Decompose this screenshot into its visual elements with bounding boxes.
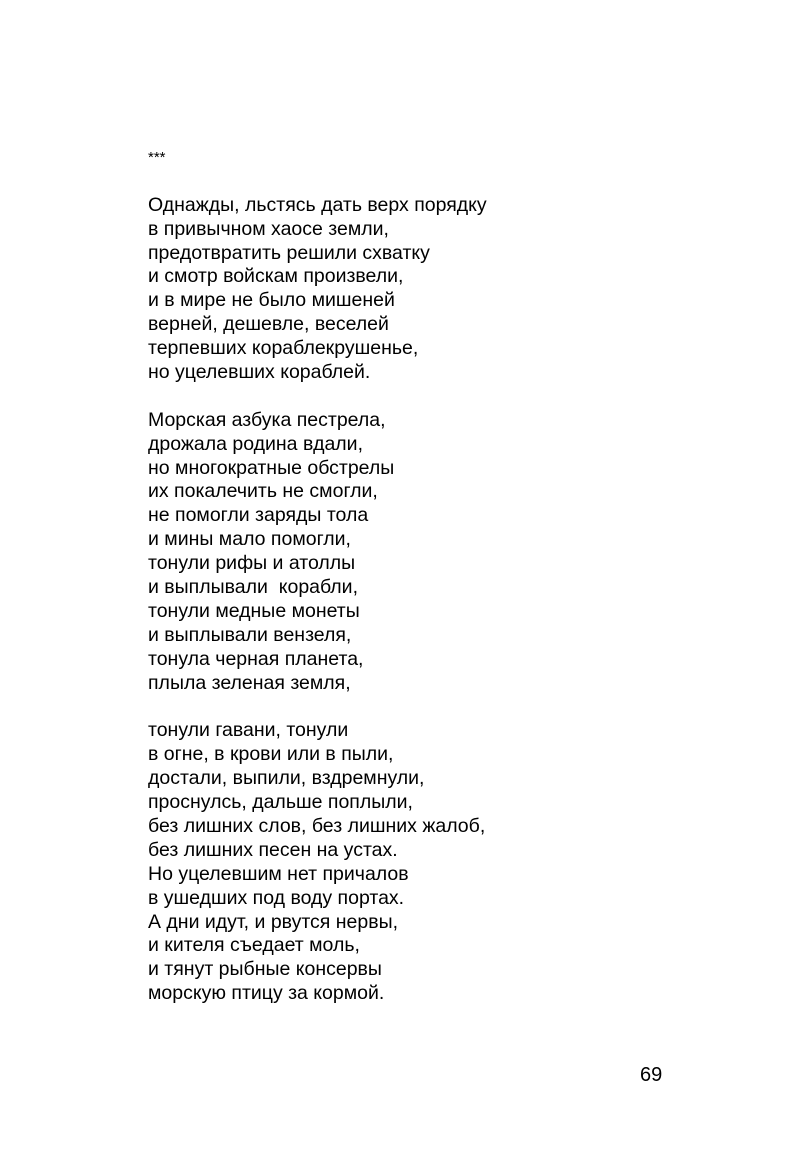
poem-line: Морская азбука пестрела, <box>148 408 386 431</box>
poem-line: без лишних песен на устах. <box>148 838 398 861</box>
poem-line: А дни идут, и рвутся нервы, <box>148 910 399 933</box>
stanza-gap <box>148 170 708 194</box>
poem-line: тонули гавани, тонули <box>148 719 349 742</box>
stanza-1 <box>148 194 708 385</box>
poem-line: плыла зеленая земля, <box>148 671 351 694</box>
stanza-3 <box>148 719 708 1006</box>
page-number: 69 <box>640 1064 663 1086</box>
poem-line: проснулсь, дальше поплыли, <box>148 791 413 814</box>
poem-line: тонули медные монеты <box>148 599 360 622</box>
poem-line: тонули рифы и атоллы <box>148 552 356 575</box>
poem-line: тонула черная планета, <box>148 647 364 670</box>
poem-line: и в мире не было мишеней <box>148 289 395 312</box>
stanza-2 <box>148 409 708 696</box>
poem-line: не помогли заряды тола <box>148 504 369 527</box>
poem-line: достали, выпили, вздремнули, <box>148 767 425 790</box>
poem-line: и мины мало помогли, <box>148 528 351 551</box>
poem-line: в ушедших под воду портах. <box>148 886 405 909</box>
stanza-gap <box>148 695 708 719</box>
poem-line: но многократные обстрелы <box>148 456 395 479</box>
poem-line: и тянут рыбные консервы <box>148 958 382 981</box>
poem-line: их покалечить не смогли, <box>148 480 378 503</box>
poem-line: терпевших кораблекрушенье, <box>148 337 419 360</box>
poem-line: и кителя съедает моль, <box>148 934 360 957</box>
poem-line: Однажды, льстясь дать верх порядку <box>148 193 487 216</box>
poem-line: и выплывали корабли, <box>148 576 358 599</box>
poem-line: и смотр войскам произвели, <box>148 265 404 288</box>
poem <box>148 146 708 1006</box>
poem-line: и выплывали вензеля, <box>148 623 352 646</box>
poem-line: без лишних слов, без лишних жалоб, <box>148 814 486 837</box>
poem-line: морскую птицу за кормой. <box>148 982 385 1005</box>
poem-line: в огне, в крови или в пыли, <box>148 743 394 766</box>
poem-line: в привычном хаосе земли, <box>148 217 389 240</box>
poem-line: дрожала родина вдали, <box>148 432 363 455</box>
stanza-gap <box>148 385 708 409</box>
poem-line: предотвратить решили схватку <box>148 241 430 264</box>
poem-line: но уцелевших кораблей. <box>148 361 371 384</box>
section-separator: *** <box>148 149 166 166</box>
poem-line: верней, дешевле, веселей <box>148 313 389 336</box>
poem-line: Но уцелевшим нет причалов <box>148 862 409 885</box>
